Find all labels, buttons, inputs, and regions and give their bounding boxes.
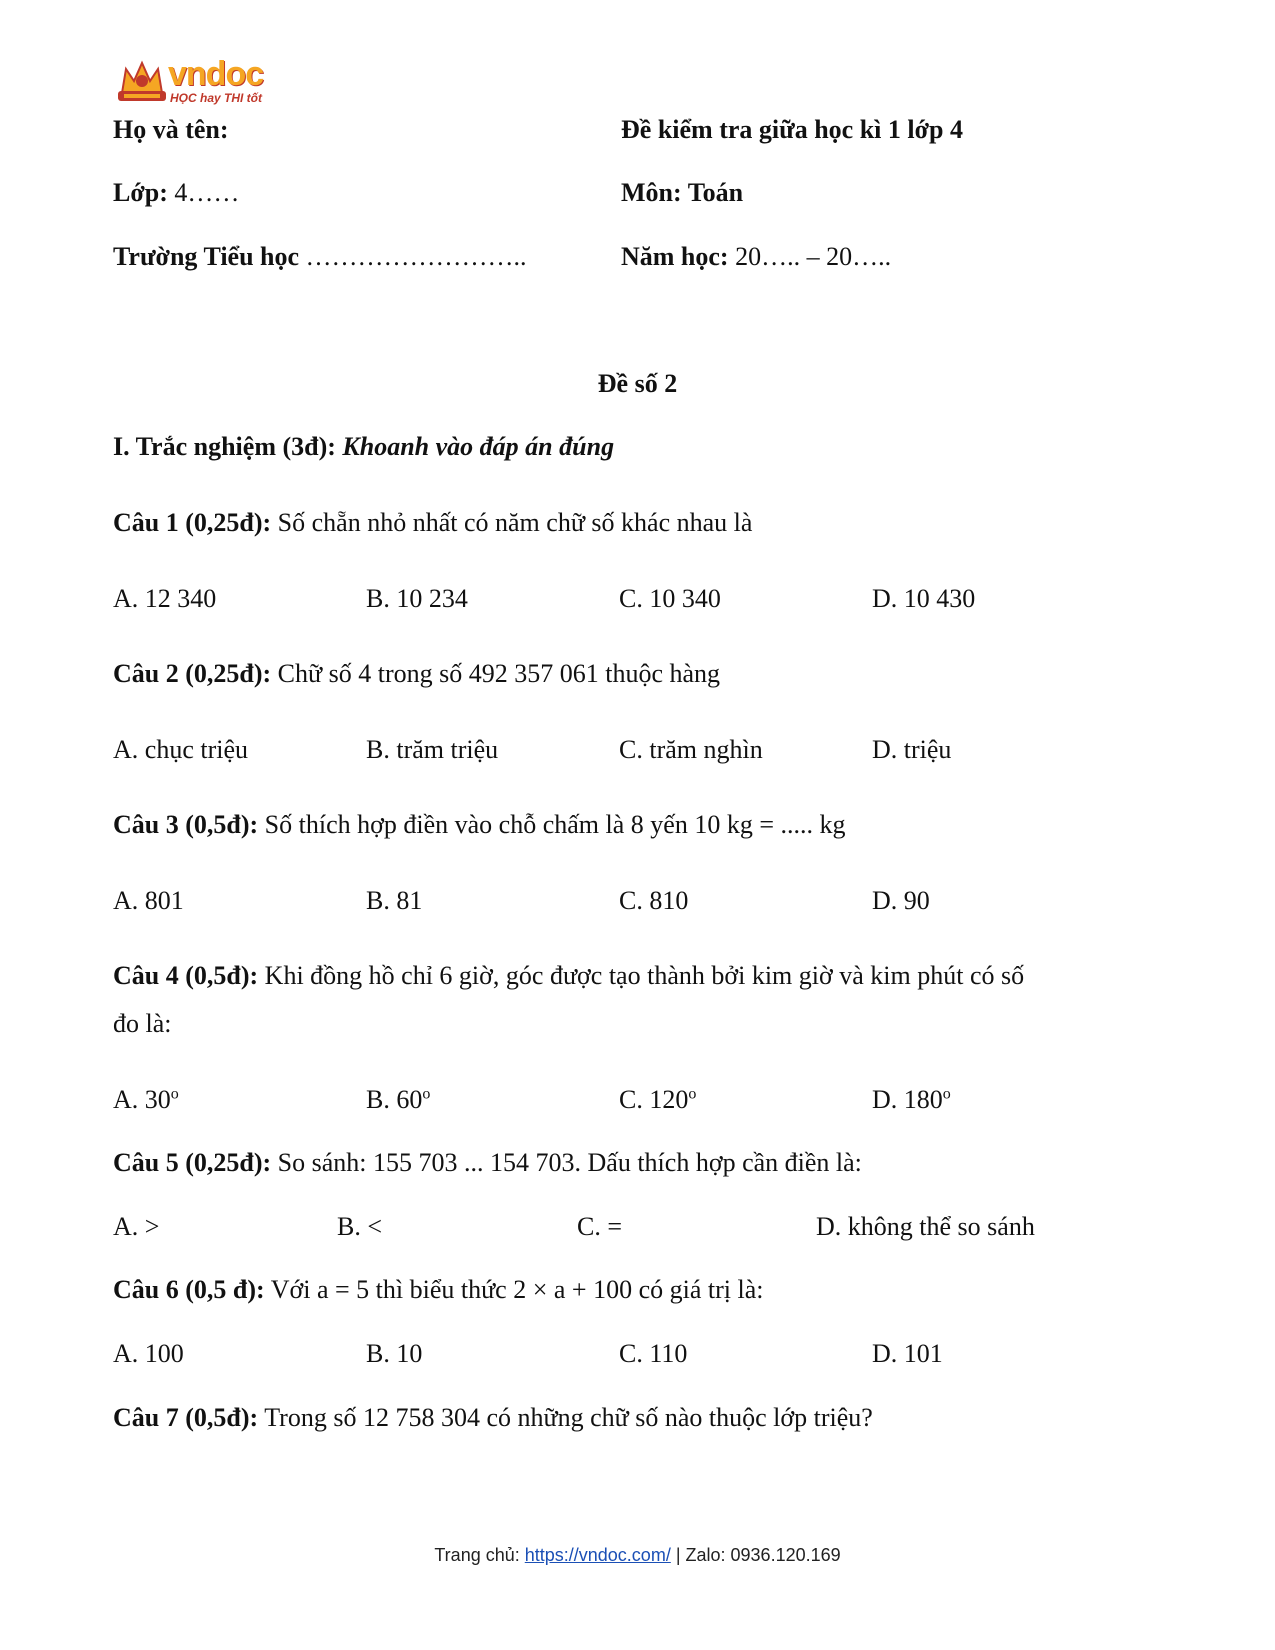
- question-text: Chữ số 4 trong số 492 357 061 thuộc hàng: [271, 659, 721, 688]
- question-label: Câu 1 (0,25đ):: [113, 508, 272, 537]
- exam-title: Đề kiểm tra giữa học kì 1 lớp 4: [621, 115, 963, 144]
- year-line: [621, 241, 891, 273]
- question-4: [113, 960, 1024, 992]
- option-c[interactable]: C. =: [577, 1212, 623, 1241]
- school-line: [113, 241, 527, 273]
- section-heading: [113, 431, 614, 463]
- question-label: Câu 7 (0,5đ):: [113, 1403, 259, 1432]
- homepage-link[interactable]: https://vndoc.com/: [524, 1545, 671, 1565]
- section-label: I. Trắc nghiệm (3đ):: [113, 432, 336, 461]
- degree-mark: o: [170, 1085, 179, 1103]
- question-text: Với a = 5 thì biểu thức 2 × a + 100 có giá trị là:: [264, 1275, 764, 1304]
- option-a[interactable]: A. 100: [113, 1339, 184, 1368]
- logo-slogan: HỌC hay THI tốt: [170, 91, 262, 105]
- class-line: [113, 177, 239, 209]
- question-label: Câu 3 (0,5đ):: [113, 810, 259, 839]
- option-d[interactable]: D. 90: [872, 886, 930, 915]
- option-c[interactable]: C. 810: [619, 886, 689, 915]
- option-a[interactable]: A. 801: [113, 886, 184, 915]
- question-label: Câu 4 (0,5đ):: [113, 961, 259, 990]
- question-text: Khi đồng hồ chỉ 6 giờ, góc được tạo thành bởi kim giờ và kim phút có số: [258, 961, 1025, 990]
- logo-brand: vndoc: [168, 55, 264, 93]
- question-text: Trong số 12 758 304 có những chữ số nào thuộc lớp triệu?: [258, 1403, 873, 1432]
- degree-mark: o: [688, 1085, 697, 1103]
- name-label: Họ và tên:: [113, 115, 229, 144]
- degree-mark: o: [422, 1085, 431, 1103]
- option-b[interactable]: B. 10: [366, 1339, 423, 1368]
- option-a[interactable]: A. 30$^o$: [113, 1085, 179, 1114]
- question-text: Số thích hợp điền vào chỗ chấm là 8 yến 10 kg = ..... kg: [258, 810, 846, 839]
- question-label: Câu 5 (0,25đ):: [113, 1148, 272, 1177]
- option-d[interactable]: D. không thể so sánh: [816, 1212, 1035, 1241]
- subject: Môn: Toán: [621, 178, 744, 207]
- section-instruction: Khoanh vào đáp án đúng: [335, 432, 615, 461]
- option-c[interactable]: C. trăm nghìn: [619, 735, 763, 764]
- question-label: Câu 6 (0,5 đ):: [113, 1275, 265, 1304]
- degree-mark: o: [942, 1085, 951, 1103]
- option-b[interactable]: B. <: [337, 1212, 383, 1241]
- question-text: Số chẵn nhỏ nhất có năm chữ số khác nhau là: [271, 508, 753, 537]
- exam-number: Đề số 2: [597, 369, 678, 398]
- question-label: Câu 2 (0,25đ):: [113, 659, 272, 688]
- option-b[interactable]: B. trăm triệu: [366, 735, 499, 764]
- option-a[interactable]: A. 12 340: [113, 584, 217, 613]
- question-7: [113, 1402, 873, 1434]
- option-b[interactable]: B. 60$^o$: [366, 1085, 431, 1114]
- page-footer: [0, 1545, 1275, 1566]
- option-c[interactable]: C. 10 340: [619, 584, 721, 613]
- option-d[interactable]: D. 180$^o$: [872, 1085, 951, 1114]
- school-label: Trường Tiểu học: [113, 242, 300, 271]
- vndoc-logo: [118, 55, 268, 110]
- option-a[interactable]: A. chục triệu: [113, 735, 249, 764]
- question-5: [113, 1147, 862, 1179]
- class-value: 4……: [167, 178, 240, 207]
- question-3: [113, 809, 845, 841]
- question-4-continuation: đo là:: [113, 1009, 172, 1038]
- footer-suffix: | Zalo: 0936.120.169: [670, 1545, 841, 1565]
- year-label: Năm học:: [621, 242, 729, 271]
- year-value: 20….. – 20…..: [728, 242, 892, 271]
- option-d[interactable]: D. 101: [872, 1339, 943, 1368]
- option-b[interactable]: B. 81: [366, 886, 423, 915]
- school-value: ……………………..: [299, 242, 527, 271]
- option-c[interactable]: C. 120$^o$: [619, 1085, 697, 1114]
- crown-logo-icon: [118, 59, 166, 105]
- question-6: [113, 1274, 763, 1306]
- footer-prefix: Trang chủ:: [434, 1545, 525, 1565]
- option-d[interactable]: D. 10 430: [872, 584, 976, 613]
- class-label: Lớp:: [113, 178, 168, 207]
- option-d[interactable]: D. triệu: [872, 735, 952, 764]
- option-a[interactable]: A. >: [113, 1212, 160, 1241]
- question-1: [113, 507, 752, 539]
- option-b[interactable]: B. 10 234: [366, 584, 468, 613]
- question-text: So sánh: 155 703 ... 154 703. Dấu thích hợp cần điền là:: [271, 1148, 862, 1177]
- option-c[interactable]: C. 110: [619, 1339, 688, 1368]
- question-2: [113, 658, 720, 690]
